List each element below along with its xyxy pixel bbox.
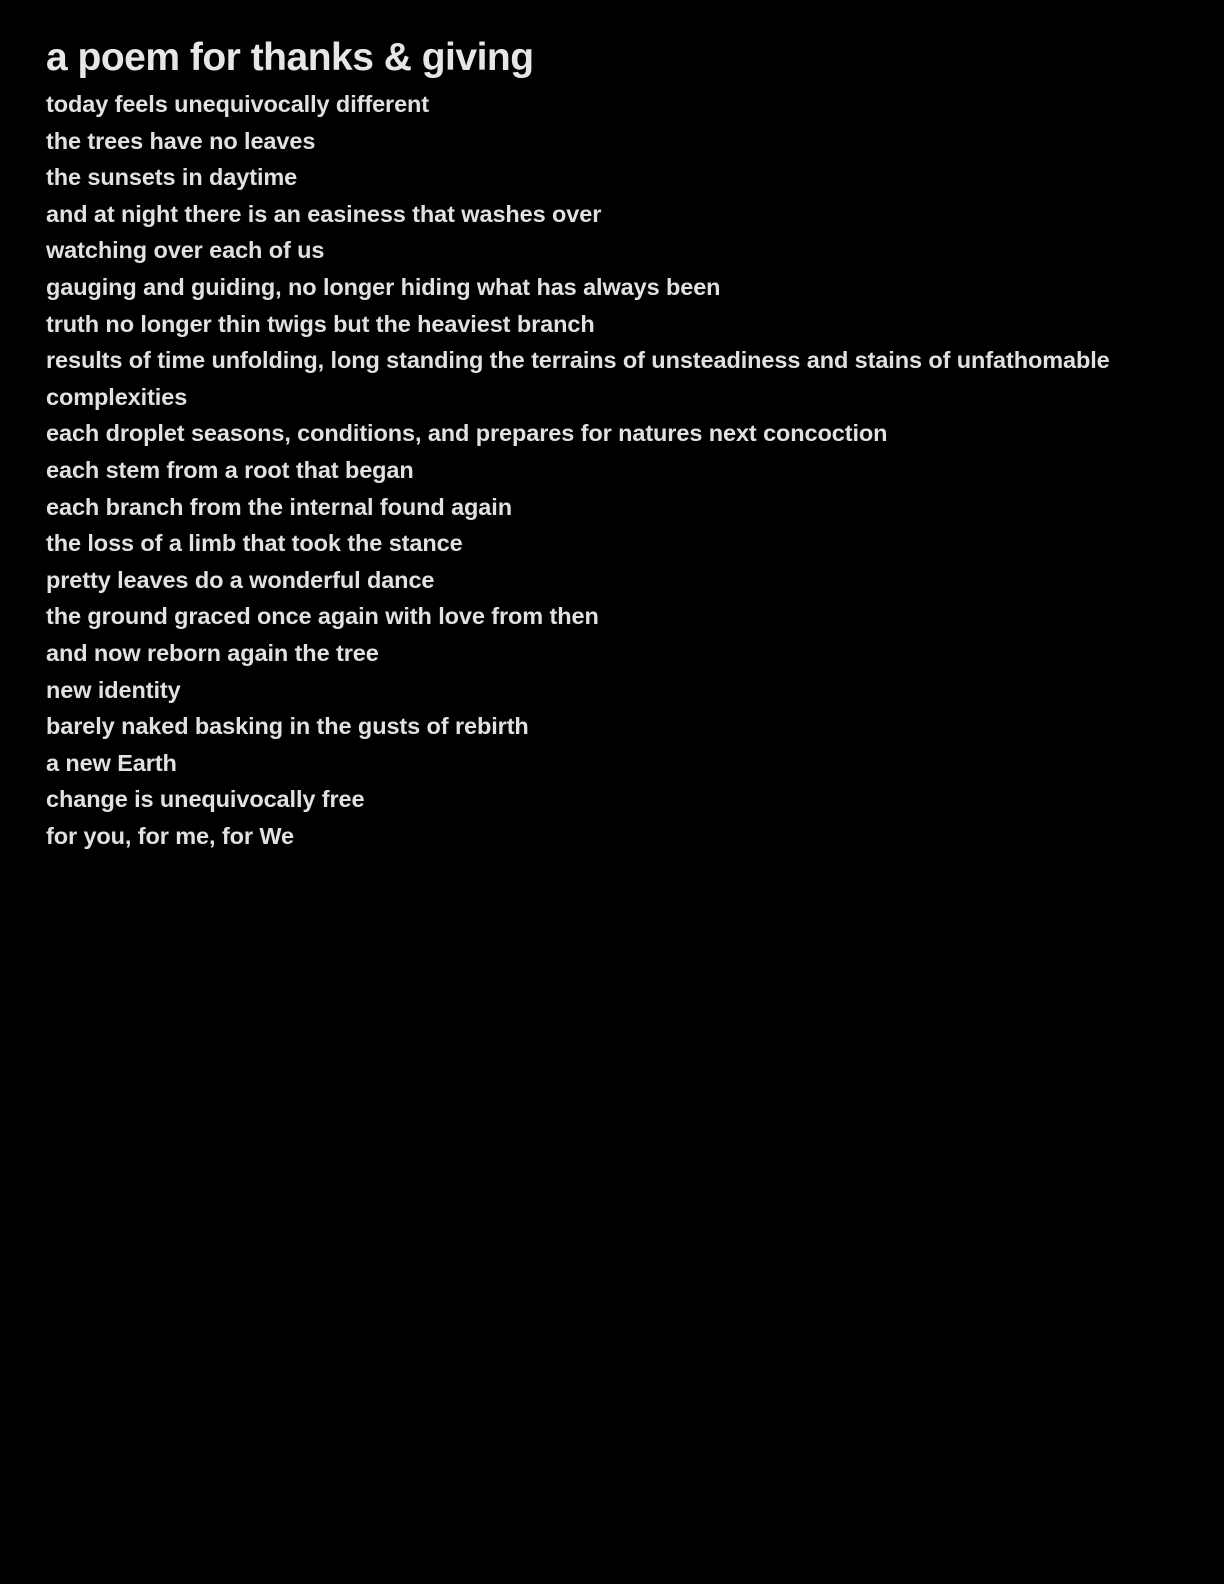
poem-line: change is unequivocally free <box>46 786 365 813</box>
poem-body <box>46 86 1206 854</box>
poem-line: the trees have no leaves <box>46 127 316 154</box>
poem-line: each stem from a root that began <box>46 456 414 483</box>
poem-document <box>46 34 1206 854</box>
poem-title: a poem for thanks & giving <box>46 36 534 79</box>
poem-line: the ground graced once again with love from then <box>46 603 599 630</box>
poem-line: each droplet seasons, conditions, and prepares for natures next concoction <box>46 420 888 447</box>
poem-line: the sunsets in daytime <box>46 164 298 191</box>
poem-line: gauging and guiding, no longer hiding what has always been <box>46 273 721 300</box>
poem-line: truth no longer thin twigs but the heaviest branch <box>46 310 595 337</box>
poem-line: watching over each of us <box>46 237 325 264</box>
poem-line: complexities <box>46 383 188 410</box>
poem-line: and at night there is an easiness that washes over <box>46 200 602 227</box>
poem-line: the loss of a limb that took the stance <box>46 530 463 557</box>
poem-line: for you, for me, for We <box>46 822 294 849</box>
poem-line: pretty leaves do a wonderful dance <box>46 566 435 593</box>
poem-line: each branch from the internal found again <box>46 493 512 520</box>
poem-line: a new Earth <box>46 749 177 776</box>
poem-line: barely naked basking in the gusts of rebirth <box>46 713 529 740</box>
poem-line: today feels unequivocally different <box>46 91 430 117</box>
poem-line: and now reborn again the tree <box>46 639 379 666</box>
poem-line: results of time unfolding, long standing the terrains of unsteadiness and stains of unfathomable <box>46 347 1110 374</box>
poem-line: new identity <box>46 676 181 703</box>
